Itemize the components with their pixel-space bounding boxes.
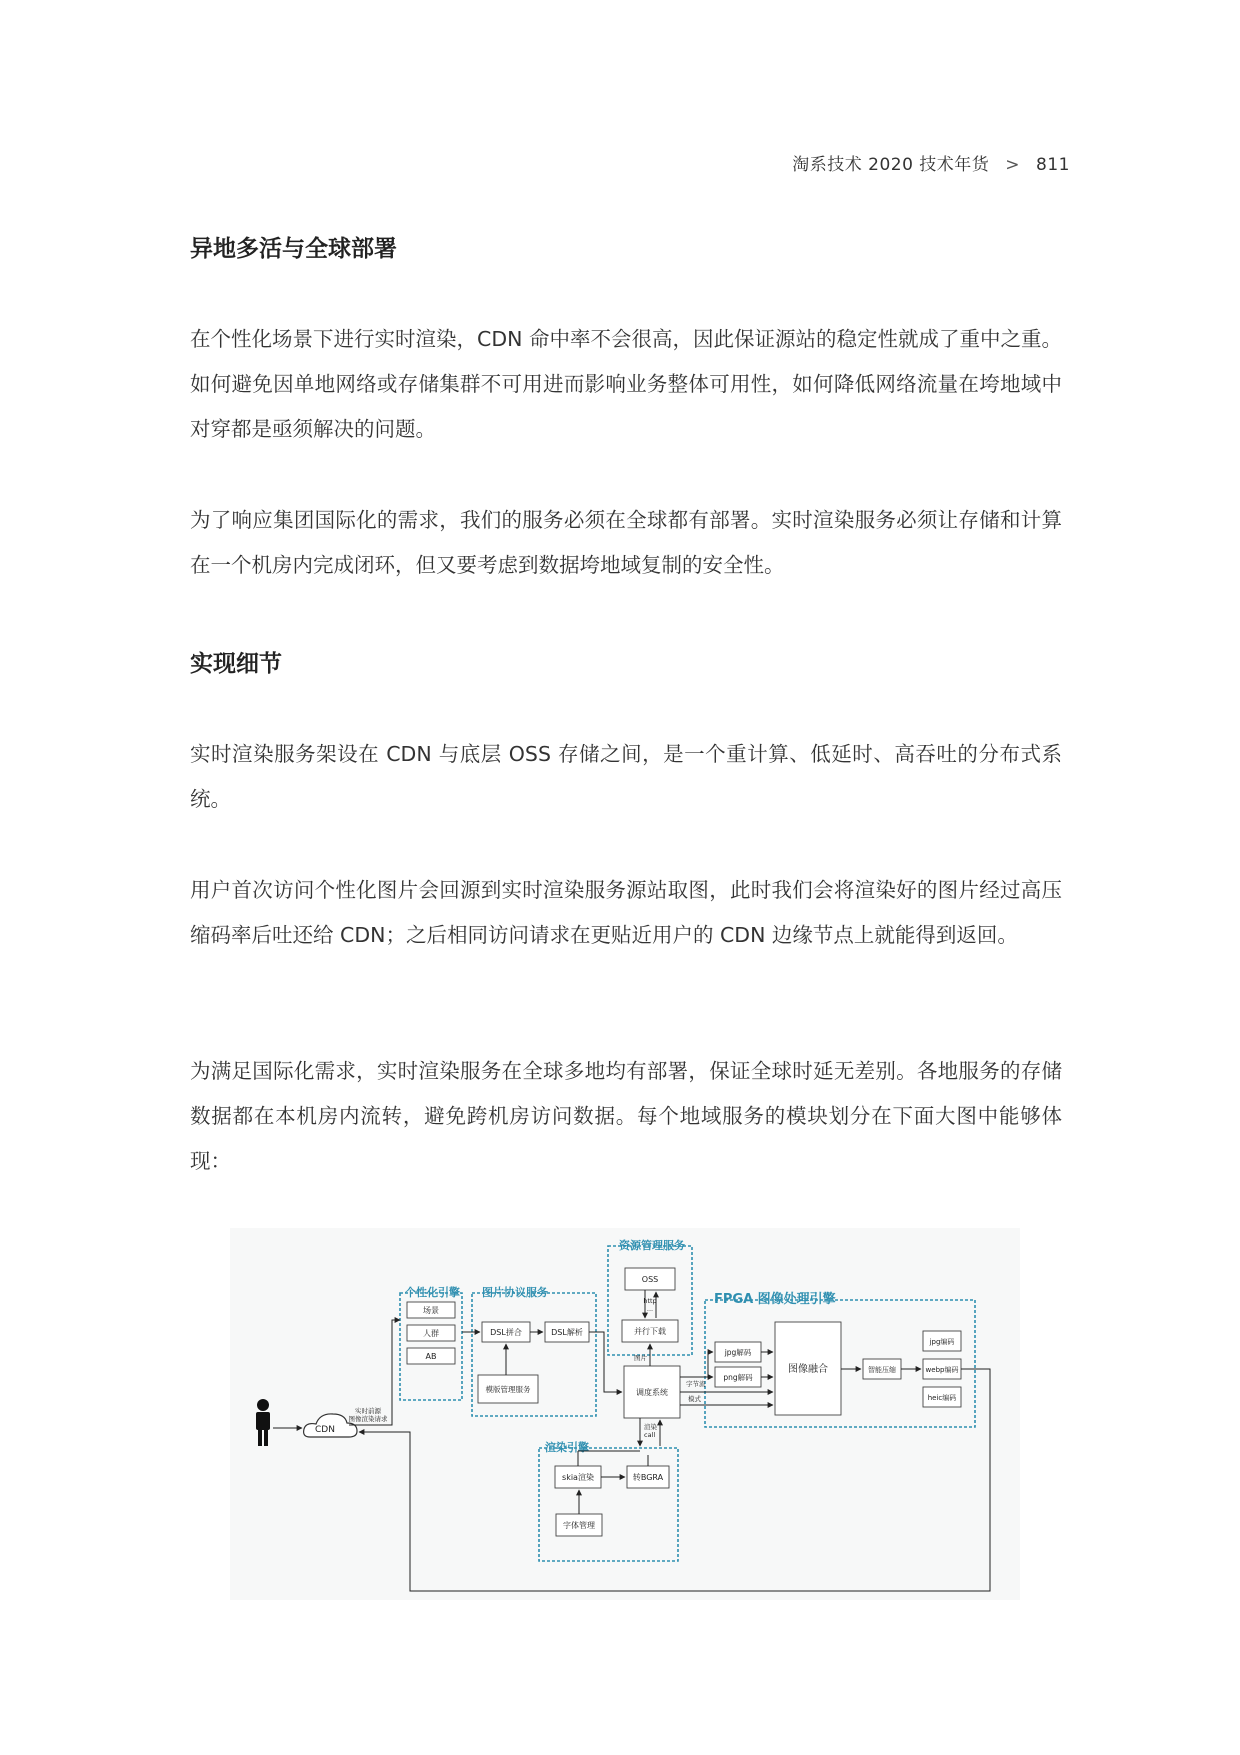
- bytestream-label: 字节流: [686, 1380, 706, 1388]
- png-decode-label: png解码: [723, 1373, 753, 1382]
- webp-encode-label: webp编码: [925, 1366, 959, 1374]
- resource-service-title: 资源管理服务: [619, 1239, 685, 1252]
- oss-label: OSS: [641, 1275, 659, 1284]
- request-label-line2: 图像渲染请求: [348, 1415, 388, 1423]
- paragraph-text: 实时渲染服务架设在 CDN 与底层 OSS 存储之间，是一个重计算、低延时、高吞吐的分布式系统。: [190, 742, 1062, 811]
- to-bgra-label: 转BGRA: [632, 1473, 664, 1482]
- header-separator: >: [1005, 155, 1021, 175]
- protocol-service-title: 图片协议服务: [482, 1286, 548, 1299]
- personal-item-crowd: 人群: [423, 1329, 439, 1338]
- paragraph-text: 用户首次访问个性化图片会回源到实时渲染服务源站取图，此时我们会将渲染好的图片经过高压缩码率后吐还给 CDN；之后相同访问请求在更贴近用户的 CDN 边缘节点上就能得到返回。: [190, 878, 1062, 947]
- smart-compress-label: 智能压缩: [868, 1366, 896, 1374]
- cdn-label: CDN: [315, 1425, 335, 1435]
- paragraph-text: 为满足国际化需求，实时渲染服务在全球多地均有部署，保证全球时延无差别。各地服务的存储数据都在本机房内流转，避免跨机房访问数据。每个地域服务的模块划分在下面大图中能够体现：: [190, 1059, 1062, 1173]
- paragraph-text: 为了响应集团国际化的需求，我们的服务必须在全球都有部署。实时渲染服务必须让存储和计算在一个机房内完成闭环，但又要考虑到数据垮地域复制的安全性。: [190, 508, 1062, 577]
- request-label-line1: 实时前源: [355, 1407, 381, 1415]
- ellipsis-label: ...: [646, 1305, 654, 1313]
- font-mgmt-label: 字体管理: [563, 1521, 595, 1530]
- parallel-download-label: 并行下载: [634, 1327, 666, 1336]
- paragraph-text: 在个性化场景下进行实时渲染，CDN 命中率不会很高，因此保证源站的稳定性就成了重中之重。如何避免因单地网络或存储集群不可用进而影响业务整体可用性，如何降低网络流量在垮地域中对穿都是亟须解决的问题。: [190, 327, 1062, 441]
- template-mgmt-label: 模版管理服务: [485, 1385, 531, 1394]
- personal-item-scene: 场景: [423, 1306, 439, 1315]
- image-fusion-label: 图像融合: [788, 1364, 828, 1375]
- render-call-label-1: 渲染: [644, 1423, 657, 1431]
- page-number: 811: [1036, 155, 1070, 175]
- skia-render-label: skia渲染: [562, 1473, 594, 1482]
- jpg-decode-label: jpg解码: [724, 1348, 752, 1357]
- section-heading: 实现细节: [190, 651, 282, 677]
- personal-item-ab: AB: [425, 1352, 437, 1361]
- fpga-engine-title: FPGA 图像处理引擎: [714, 1292, 836, 1307]
- personal-engine-title: 个性化引擎: [405, 1286, 460, 1299]
- picture-label: 图片: [634, 1354, 647, 1362]
- render-engine-title: 渲染引擎: [545, 1441, 589, 1454]
- dsl-parse-label: DSL解析: [551, 1328, 583, 1337]
- scheduler-label: 调度系统: [636, 1388, 668, 1397]
- dsl-concat-label: DSL拼合: [490, 1328, 522, 1337]
- render-call-label-2: call: [644, 1431, 656, 1439]
- book-title: 淘系技术 2020 技术年货: [792, 155, 990, 175]
- mode-label: 模式: [688, 1395, 701, 1403]
- section-heading: 异地多活与全球部署: [190, 236, 397, 262]
- jpg-encode-label: jpg编码: [929, 1338, 955, 1346]
- http-label: http: [643, 1297, 657, 1305]
- heic-encode-label: heic编码: [927, 1394, 957, 1402]
